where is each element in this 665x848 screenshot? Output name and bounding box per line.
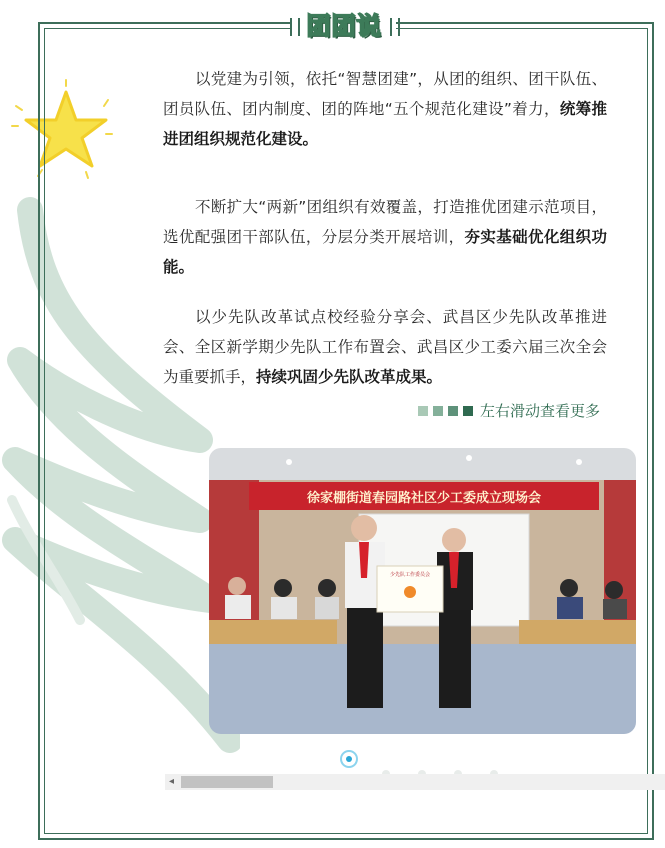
- paragraph-text: 以党建为引领，依托“智慧团建”，从团的组织、团干队伍、团员队伍、团内制度、团的阵地“五个规范化建设”着力，: [163, 70, 607, 118]
- photo-carousel[interactable]: [209, 448, 636, 734]
- section-title: 团团说: [306, 12, 382, 40]
- paragraph-text: 以少先队改革试点校经验分享会、武昌区少先队改革推进会、全区新学期少先队工作布置会、武昌区少工委六届三次全会为重要抓手，: [163, 308, 607, 386]
- hint-square-icon: [448, 406, 458, 416]
- pager-dot-active[interactable]: [340, 750, 358, 768]
- hint-square-icon: [433, 406, 443, 416]
- swipe-hint: [418, 400, 600, 421]
- scroll-left-arrow-icon[interactable]: ◂: [169, 776, 175, 787]
- banner-text: 徐家棚街道春园路社区少工委成立现场会: [306, 491, 542, 506]
- ceremony-photo: [209, 448, 636, 734]
- hint-square-icon: [463, 406, 473, 416]
- swipe-hint-text: 左右滑动查看更多: [480, 402, 601, 420]
- carousel-pager: [340, 750, 500, 770]
- paragraph-emphasis: 统筹推进团组织规范化建设。: [163, 100, 607, 148]
- paragraph-organization-standardization: [163, 64, 607, 154]
- paragraph-pioneer-reform: [163, 302, 607, 392]
- header-left-ornament: [290, 18, 300, 36]
- header-right-ornament: [390, 18, 400, 36]
- horizontal-scrollbar[interactable]: [165, 774, 665, 790]
- paragraph-coverage-expansion: [163, 192, 607, 282]
- scrollbar-thumb[interactable]: [181, 776, 273, 788]
- hint-square-icon: [418, 406, 428, 416]
- certificate-text: 少先队工作委员会: [389, 572, 431, 578]
- paragraph-emphasis: 持续巩固少先队改革成果。: [256, 368, 443, 386]
- paragraph-text: 不断扩大“两新”团组织有效覆盖，打造推优团建示范项目，选优配强团干部队伍，分层分类开展培训，: [163, 198, 607, 246]
- paragraph-emphasis: 夯实基础优化组织功能。: [163, 228, 607, 276]
